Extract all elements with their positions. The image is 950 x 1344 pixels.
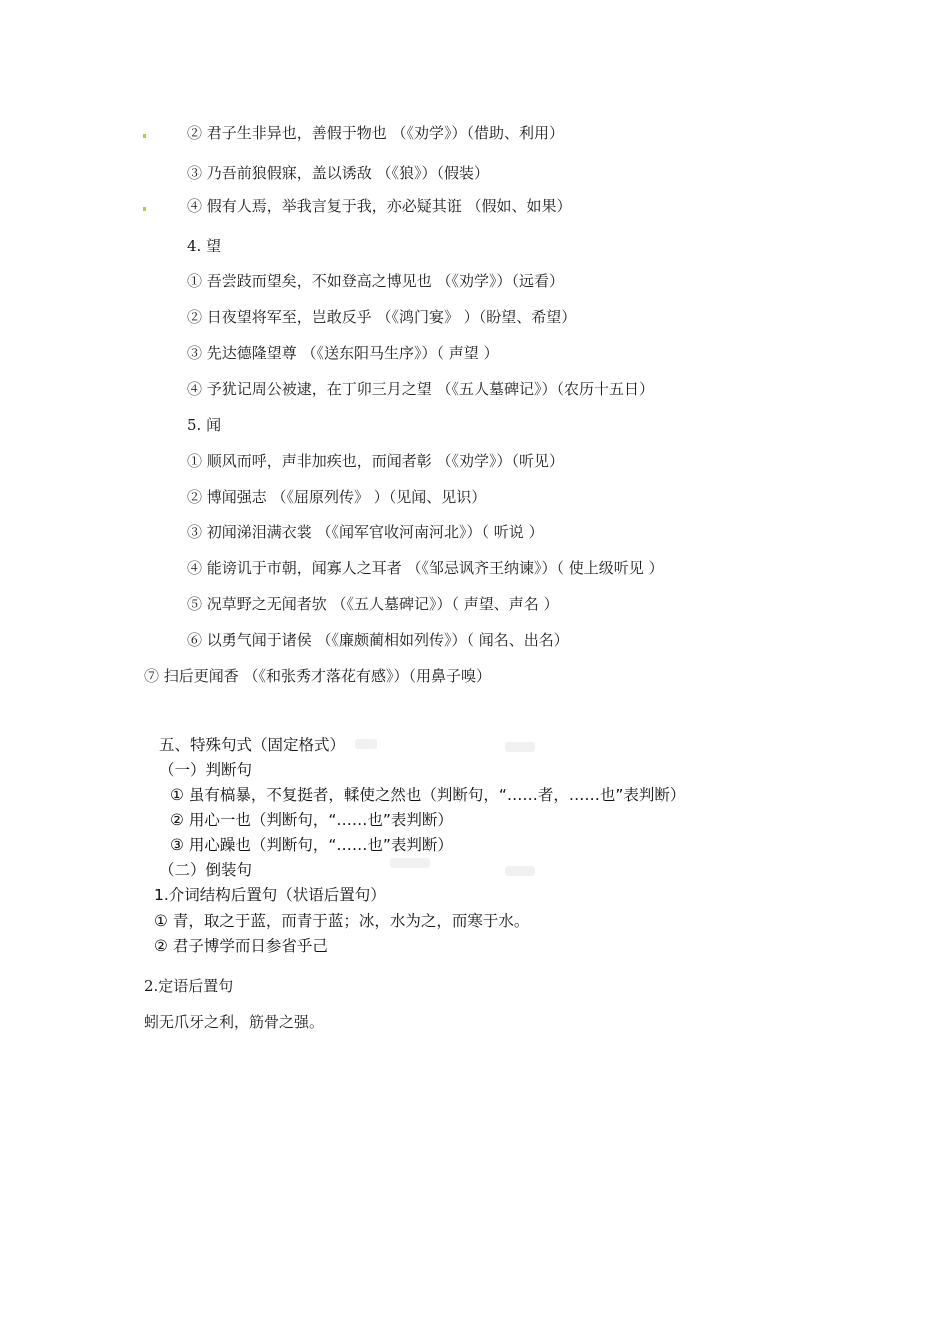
watermark-smudge	[355, 739, 377, 749]
daozhuang-2-example: 蚓无爪牙之利，筋骨之强。	[144, 1013, 325, 1031]
daozhuang-1-item: ② 君子博学而日参省乎己	[154, 937, 328, 955]
jia-item: ④ 假有人焉，举我言复于我，亦必疑其诳 （假如、如果）	[187, 197, 572, 215]
daozhuang-1-title: 1.介词结构后置句（状语后置句）	[154, 886, 386, 904]
panduan-item: ② 用心一也（判断句，“……也”表判断）	[170, 811, 453, 829]
jia-item: ② 君子生非异也，善假于物也 （《劝学》）（借助、利用）	[187, 124, 565, 142]
wang-item: ③ 先达德隆望尊 （《送东阳马生序》）（ 声望 ）	[187, 344, 499, 362]
watermark-smudge	[390, 858, 430, 868]
jia-item: ③ 乃吾前狼假寐，盖以诱敌 （《狼》）（假装）	[187, 164, 490, 182]
wang-item: ② 日夜望将军至，岂敢反乎 （《鸿门宴》 ）（盼望、希望）	[187, 308, 577, 326]
wen-item: ⑥ 以勇气闻于诸侯 （《廉颇蔺相如列传》）（ 闻名、出名）	[187, 631, 569, 649]
wang-item: ④ 予犹记周公被逮，在丁卯三月之望 （《五人墓碑记》）（农历十五日）	[187, 380, 655, 398]
daozhuang-subheading: （二）倒装句	[159, 861, 253, 879]
scan-marker	[143, 134, 146, 138]
watermark-smudge	[505, 866, 535, 876]
wen-item: ⑤ 况草野之无闻者欤 （《五人墓碑记》）（ 声望、声名 ）	[187, 595, 559, 613]
wen-item: ④ 能谤讥于市朝，闻寡人之耳者 （《邹忌讽齐王纳谏》）（ 使上级听见 ）	[187, 559, 664, 577]
panduan-item: ① 虽有槁暴，不复挺者，輮使之然也（判断句，“……者，……也”表判断）	[170, 786, 686, 804]
panduan-subheading: （一）判断句	[159, 761, 253, 779]
watermark-smudge	[505, 742, 535, 752]
wang-item: ① 吾尝跂而望矣，不如登高之博见也 （《劝学》）（远看）	[187, 272, 565, 290]
wen-item: ② 博闻强志 （《屈原列传》 ）（见闻、见识）	[187, 488, 487, 506]
section-five-title: 五、特殊句式（固定格式）	[159, 736, 346, 754]
daozhuang-1-item: ① 青，取之于蓝，而青于蓝；冰，水为之，而寒于水。	[154, 912, 530, 930]
scan-marker	[143, 207, 146, 211]
daozhuang-2-title: 2.定语后置句	[144, 977, 234, 995]
wang-heading: 4. 望	[187, 237, 222, 255]
panduan-item: ③ 用心躁也（判断句，“……也”表判断）	[170, 836, 453, 854]
wen-item: ① 顺风而呼，声非加疾也，而闻者彰 （《劝学》）（听见）	[187, 452, 565, 470]
wen-item: ③ 初闻涕泪满衣裳 （《闻军官收河南河北》）（ 听说 ）	[187, 523, 544, 541]
wen-heading: 5. 闻	[187, 416, 222, 434]
wen-item: ⑦ 扫后更闻香 （《和张秀才落花有感》）（用鼻子嗅）	[144, 667, 492, 685]
